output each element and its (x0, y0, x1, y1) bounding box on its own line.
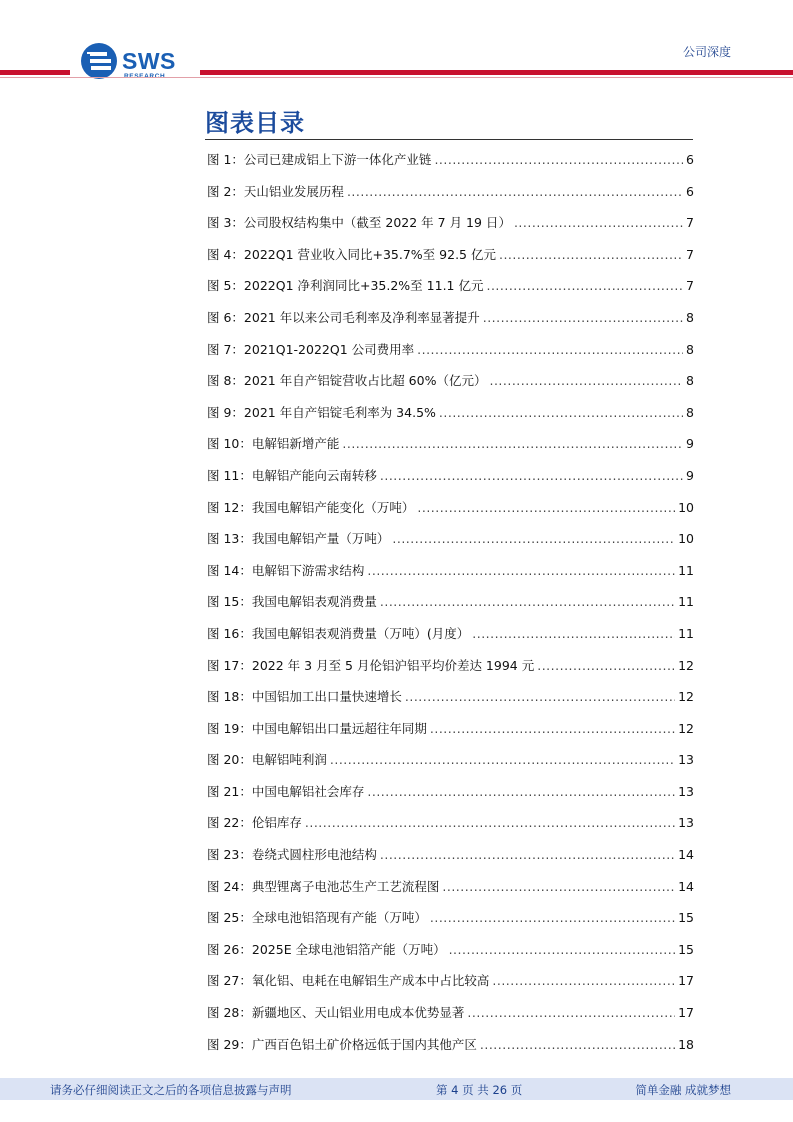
toc-entry-page: 8 (686, 341, 694, 357)
toc-entry[interactable] (207, 940, 694, 972)
toc-leader-dots (405, 689, 675, 704)
toc-entry[interactable] (207, 687, 694, 719)
footer-page-info: 第 4 页 共 26 页 (436, 1083, 523, 1097)
toc-entry-label: 图 27：氧化铝、电耗在电解铝生产成本中占比较高 (207, 973, 490, 989)
toc-entry-page: 7 (686, 246, 694, 262)
header-divider-right (200, 70, 793, 75)
section-title: 图表目录 (205, 109, 305, 137)
header-divider-left (0, 70, 70, 75)
toc-entry-page: 18 (678, 1036, 694, 1052)
toc-leader-dots (467, 1005, 675, 1020)
toc-entry[interactable] (207, 150, 694, 182)
title-rule (205, 139, 693, 140)
toc-leader-dots (380, 468, 683, 483)
toc-entry-page: 10 (678, 499, 694, 515)
toc-entry[interactable] (207, 1003, 694, 1035)
toc-entry[interactable] (207, 340, 694, 372)
sws-logo-icon (80, 42, 118, 80)
toc-entry-page: 17 (678, 1005, 694, 1021)
toc-leader-dots (483, 310, 683, 325)
figure-toc-list (207, 150, 694, 1066)
toc-entry-label: 图 5：2022Q1 净利润同比+35.2%至 11.1 亿元 (207, 278, 484, 294)
footer-disclaimer: 请务必仔细阅读正文之后的各项信息披露与声明 (50, 1083, 292, 1097)
toc-entry-label: 图 7：2021Q1-2022Q1 公司费用率 (207, 341, 415, 357)
toc-entry[interactable] (207, 498, 694, 530)
toc-entry-label: 图 14：电解铝下游需求结构 (207, 562, 365, 578)
toc-entry-page: 15 (678, 941, 694, 957)
toc-entry[interactable] (207, 308, 694, 340)
toc-entry-label: 图 23：卷绕式圆柱形电池结构 (207, 847, 377, 863)
logo-text: SWS (122, 48, 176, 74)
toc-entry-label: 图 11：电解铝产能向云南转移 (207, 467, 377, 483)
toc-entry-label: 图 29：广西百色铝土矿价格远低于国内其他产区 (207, 1036, 477, 1052)
toc-entry[interactable] (207, 845, 694, 877)
toc-entry-label: 图 17：2022 年 3 月至 5 月伦铝沪铝平均价差达 1994 元 (207, 657, 535, 673)
toc-entry-page: 13 (678, 752, 694, 768)
toc-entry[interactable] (207, 561, 694, 593)
toc-entry-page: 15 (678, 910, 694, 926)
toc-entry-label: 图 26：2025E 全球电池铝箔产能（万吨） (207, 941, 446, 957)
toc-entry-label: 图 2：天山铝业发展历程 (207, 183, 344, 199)
toc-entry-label: 图 6：2021 年以来公司毛利率及净利率显著提升 (207, 309, 480, 325)
toc-entry-page: 8 (686, 309, 694, 325)
toc-leader-dots (367, 784, 675, 799)
toc-entry[interactable] (207, 877, 694, 909)
toc-leader-dots (492, 973, 675, 988)
toc-entry-label: 图 12：我国电解铝产能变化（万吨） (207, 499, 415, 515)
toc-entry[interactable] (207, 624, 694, 656)
toc-entry[interactable] (207, 656, 694, 688)
toc-leader-dots (417, 342, 683, 357)
toc-leader-dots (439, 405, 683, 420)
toc-entry-page: 9 (686, 467, 694, 483)
toc-entry-label: 图 16：我国电解铝表观消费量（万吨）(月度） (207, 625, 470, 641)
toc-leader-dots (499, 247, 683, 262)
toc-leader-dots (434, 152, 683, 167)
toc-entry-page: 17 (678, 973, 694, 989)
toc-entry-label: 图 3：公司股权结构集中（截至 2022 年 7 月 19 日） (207, 215, 511, 231)
toc-entry-page: 13 (678, 815, 694, 831)
toc-entry-label: 图 19：中国电解铝出口量远超往年同期 (207, 720, 427, 736)
toc-entry[interactable] (207, 434, 694, 466)
toc-entry-page: 12 (678, 689, 694, 705)
toc-entry-label: 图 24：典型锂离子电池芯生产工艺流程图 (207, 878, 440, 894)
toc-entry[interactable] (207, 908, 694, 940)
toc-leader-dots (430, 910, 675, 925)
header-divider-thin (0, 77, 793, 78)
toc-entry[interactable] (207, 971, 694, 1003)
toc-entry[interactable] (207, 1035, 694, 1067)
toc-leader-dots (367, 563, 675, 578)
toc-leader-dots (380, 594, 675, 609)
toc-entry-label: 图 4：2022Q1 营业收入同比+35.7%至 92.5 亿元 (207, 246, 496, 262)
toc-leader-dots (480, 1037, 675, 1052)
toc-entry[interactable] (207, 466, 694, 498)
toc-leader-dots (514, 215, 683, 230)
toc-entry[interactable] (207, 245, 694, 277)
toc-entry[interactable] (207, 371, 694, 403)
toc-entry[interactable] (207, 719, 694, 751)
toc-leader-dots (392, 531, 675, 546)
toc-entry-page: 11 (678, 594, 694, 610)
toc-leader-dots (347, 184, 683, 199)
footer-slogan: 简单金融 成就梦想 (635, 1083, 731, 1097)
toc-leader-dots (537, 658, 675, 673)
toc-leader-dots (472, 626, 675, 641)
toc-entry-label: 图 10：电解铝新增产能 (207, 436, 340, 452)
toc-leader-dots (342, 436, 683, 451)
toc-entry-page: 10 (678, 531, 694, 547)
toc-entry-page: 7 (686, 215, 694, 231)
report-type-label: 公司深度 (682, 45, 731, 59)
toc-entry[interactable] (207, 276, 694, 308)
toc-entry-page: 7 (686, 278, 694, 294)
toc-entry-page: 13 (678, 783, 694, 799)
toc-entry[interactable] (207, 529, 694, 561)
toc-entry[interactable] (207, 403, 694, 435)
toc-entry-page: 9 (686, 436, 694, 452)
toc-leader-dots (449, 942, 676, 957)
toc-leader-dots (380, 847, 675, 862)
toc-entry-label: 图 13：我国电解铝产量（万吨） (207, 531, 390, 547)
toc-entry-page: 14 (678, 847, 694, 863)
toc-leader-dots (417, 500, 675, 515)
toc-entry-page: 6 (686, 152, 694, 167)
toc-entry-page: 11 (678, 562, 694, 578)
toc-leader-dots (305, 815, 675, 830)
toc-entry-label: 图 8：2021 年自产铝锭营收占比超 60%（亿元） (207, 373, 487, 389)
toc-leader-dots (486, 278, 683, 293)
toc-entry-label: 图 20：电解铝吨利润 (207, 752, 327, 768)
toc-entry[interactable] (207, 813, 694, 845)
toc-entry-page: 12 (678, 720, 694, 736)
toc-leader-dots (489, 373, 683, 388)
toc-entry-label: 图 22：伦铝库存 (207, 815, 302, 831)
toc-leader-dots (330, 752, 675, 767)
toc-entry-label: 图 18：中国铝加工出口量快速增长 (207, 689, 402, 705)
toc-entry-page: 11 (678, 625, 694, 641)
toc-entry[interactable] (207, 750, 694, 782)
toc-leader-dots (430, 721, 675, 736)
toc-entry-label: 图 9：2021 年自产铝锭毛利率为 34.5% (207, 404, 436, 420)
toc-entry-label: 图 21：中国电解铝社会库存 (207, 783, 365, 799)
toc-entry-page: 12 (678, 657, 694, 673)
toc-entry-page: 6 (686, 183, 694, 199)
toc-entry-page: 8 (686, 373, 694, 389)
toc-entry-label: 图 15：我国电解铝表观消费量 (207, 594, 377, 610)
toc-entry-label: 图 28：新疆地区、天山铝业用电成本优势显著 (207, 1005, 465, 1021)
toc-entry[interactable] (207, 592, 694, 624)
toc-entry[interactable] (207, 782, 694, 814)
toc-entry[interactable] (207, 182, 694, 214)
toc-entry[interactable] (207, 213, 694, 245)
toc-entry-page: 8 (686, 404, 694, 420)
toc-entry-label: 图 25：全球电池铝箔现有产能（万吨） (207, 910, 427, 926)
toc-entry-page: 14 (678, 878, 694, 894)
toc-leader-dots (442, 879, 675, 894)
toc-entry-label: 图 1：公司已建成铝上下游一体化产业链 (207, 152, 432, 167)
